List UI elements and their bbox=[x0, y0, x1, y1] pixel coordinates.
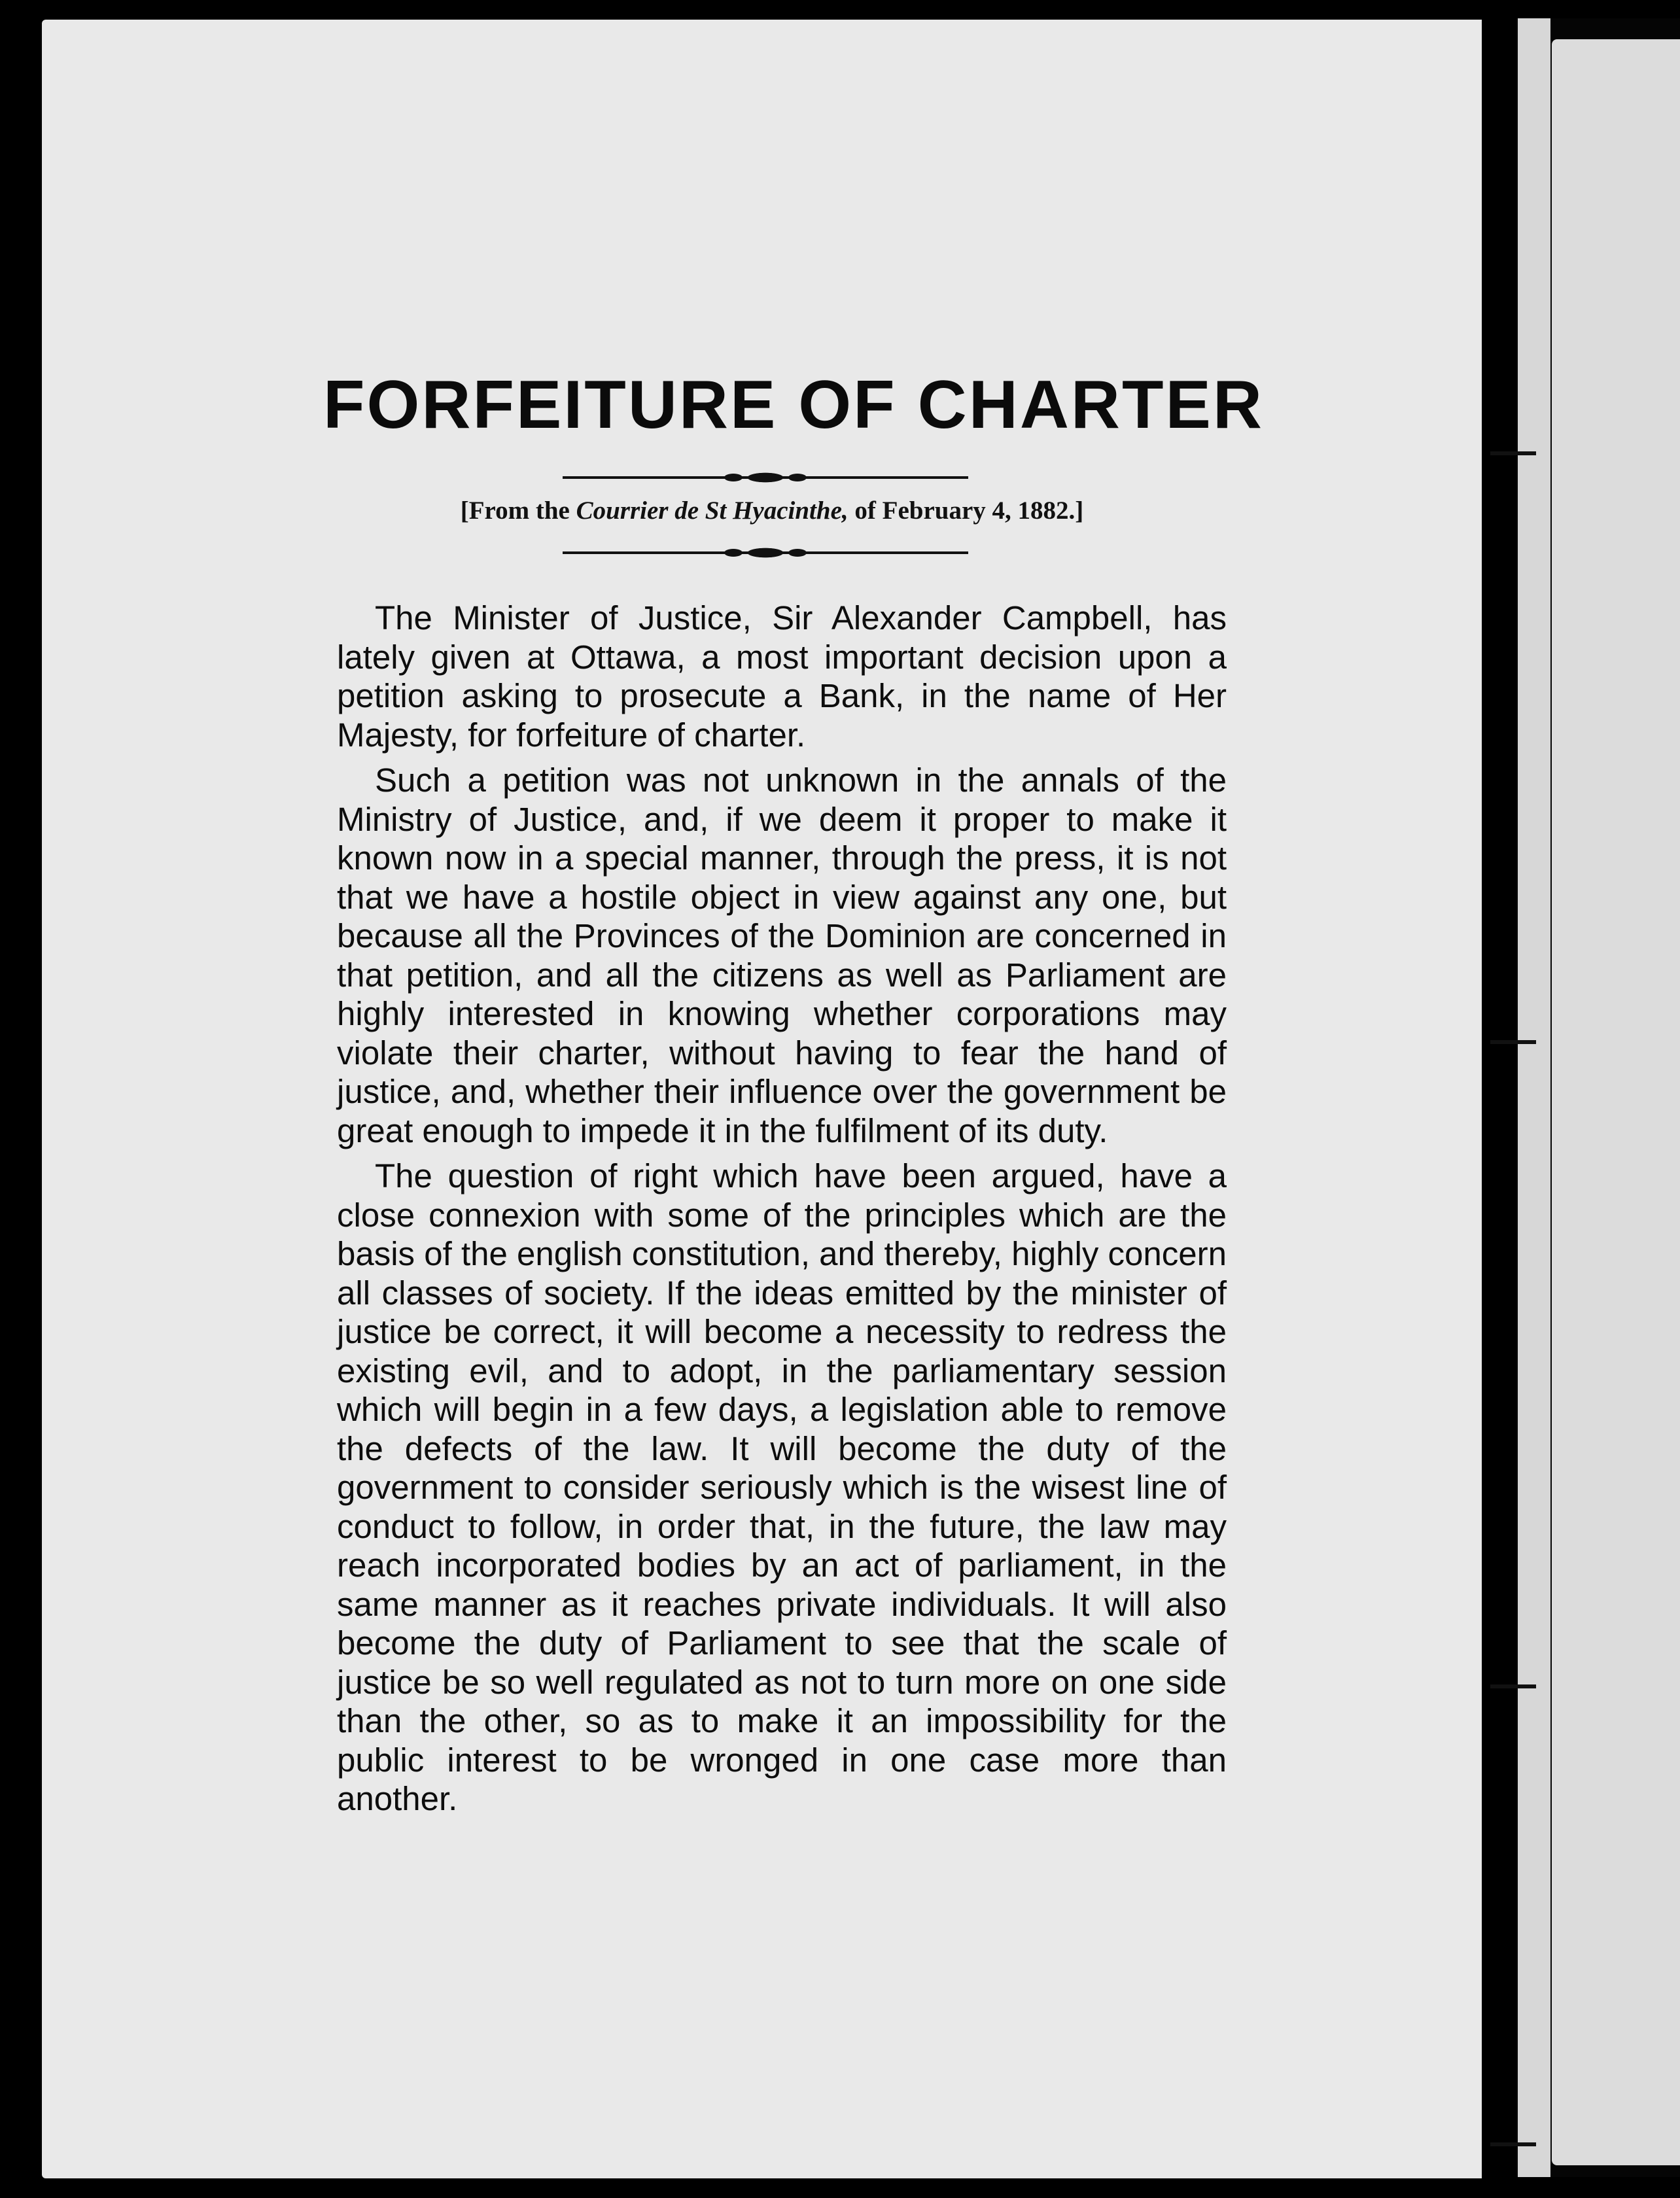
ornament-icon bbox=[736, 545, 795, 561]
ornamental-rule-top bbox=[563, 476, 968, 479]
source-citation bbox=[386, 496, 1158, 525]
source-publication: Courrier de St Hyacinthe, bbox=[576, 497, 849, 525]
binding-mark bbox=[1490, 2142, 1536, 2146]
facing-page bbox=[1552, 39, 1680, 2165]
paragraph: Such a petition was not unknown in the annals of the Ministry of Justice, and, if we deem it proper to make it known now in a special manner, through the press, it is not that we have a hostile object in view against any one, but because all the Provinces of the Dominion are concerned in that petition, and all the citizens as well as Parliament are highly interested in knowing whether corporations may violate their charter, without having to fear the hand of justice, and, whether their influence over the government be great enough to impede it in the fulfilment of its duty. bbox=[337, 761, 1227, 1149]
ornamental-rule-bottom bbox=[563, 551, 968, 554]
paragraph: The Minister of Justice, Sir Alexander Campbell, has lately given at Ottawa, a most important decision upon a petition asking to prosecute a Bank, in the name of Her Majesty, for forfeiture of charter. bbox=[337, 599, 1227, 754]
binding-mark bbox=[1490, 451, 1536, 455]
source-prefix: [From the bbox=[460, 497, 576, 525]
paragraph: The question of right which have been argued, have a close connexion with some of the principles which are the basis of the english constitution, and thereby, highly concern all classes of society. If the ideas emitted by the minister of justice be correct, it will become a necessity to redress the existing evil, and to adopt, in the parliamentary session which will begin in a few days, a legislation able to remove the defects of the law. It will become the duty of the government to consider seriously which is the wisest line of conduct to follow, in order that, in the future, the law may reach incorporated bodies by an act of parliament, in the same manner as it reaches private individuals. It will also become the duty of Parliament to see that the scale of justice be so well regulated as not to turn more on one side than the other, so as to make it an impossibility for the public interest to be wronged in one case more than another. bbox=[337, 1157, 1227, 1817]
page-title: FORFEITURE OF CHARTER bbox=[323, 367, 1265, 443]
source-suffix: of February 4, 1882.] bbox=[848, 497, 1084, 525]
page-edge-strip bbox=[1518, 18, 1550, 2177]
binding-mark bbox=[1490, 1040, 1536, 1044]
binding-mark bbox=[1490, 1684, 1536, 1688]
article-body bbox=[337, 599, 1227, 1825]
ornament-icon bbox=[736, 470, 795, 485]
page-gutter bbox=[1482, 13, 1516, 2185]
